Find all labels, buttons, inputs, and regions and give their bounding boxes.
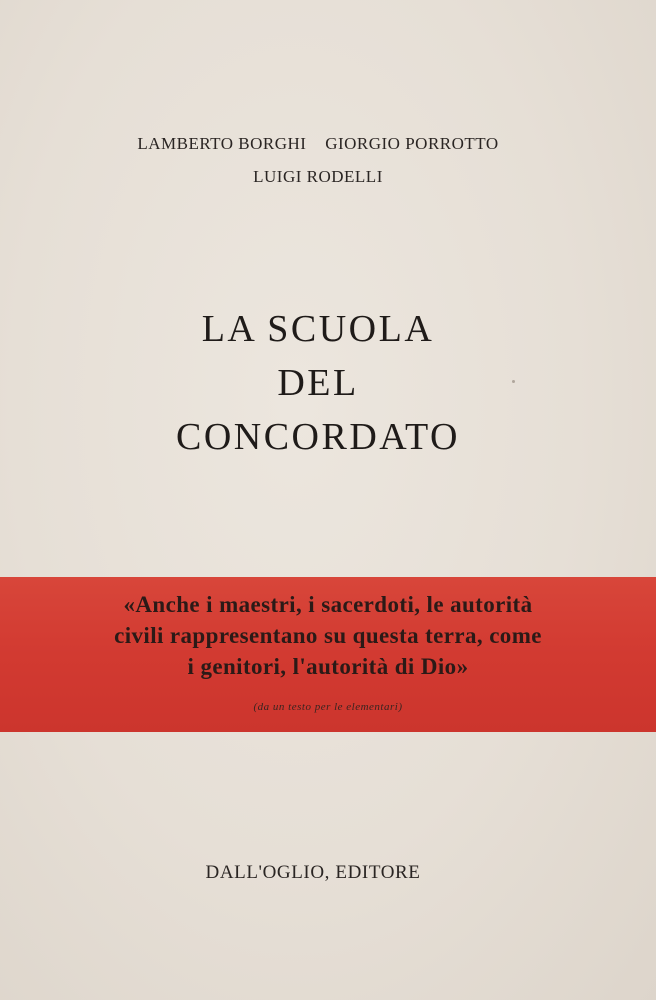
title-line-2: DEL xyxy=(277,362,359,404)
title-line-1: LA SCUOLA xyxy=(201,308,435,350)
author-name: LAMBERTO BORGHI xyxy=(137,134,307,153)
book-title xyxy=(0,302,636,464)
quote-text xyxy=(0,589,656,682)
paper-speck xyxy=(512,380,515,383)
quote-source: (da un testo per le elementari) xyxy=(253,701,403,713)
publisher-name: DALL'OGLIO, EDITORE xyxy=(205,862,421,883)
quote-line-1: «Anche i maestri, i sacerdoti, le autorità xyxy=(123,592,533,617)
quote-line-3: i genitori, l'autorità di Dio» xyxy=(187,654,469,679)
quote-line-2: civili rappresentano su questa terra, come xyxy=(114,623,542,648)
author-name: GIORGIO PORROTTO xyxy=(325,134,499,153)
red-quote-band xyxy=(0,577,656,732)
authors-line-1 xyxy=(0,134,636,154)
title-line-3: CONCORDATO xyxy=(175,416,460,458)
author-name: LUIGI RODELLI xyxy=(253,167,383,186)
